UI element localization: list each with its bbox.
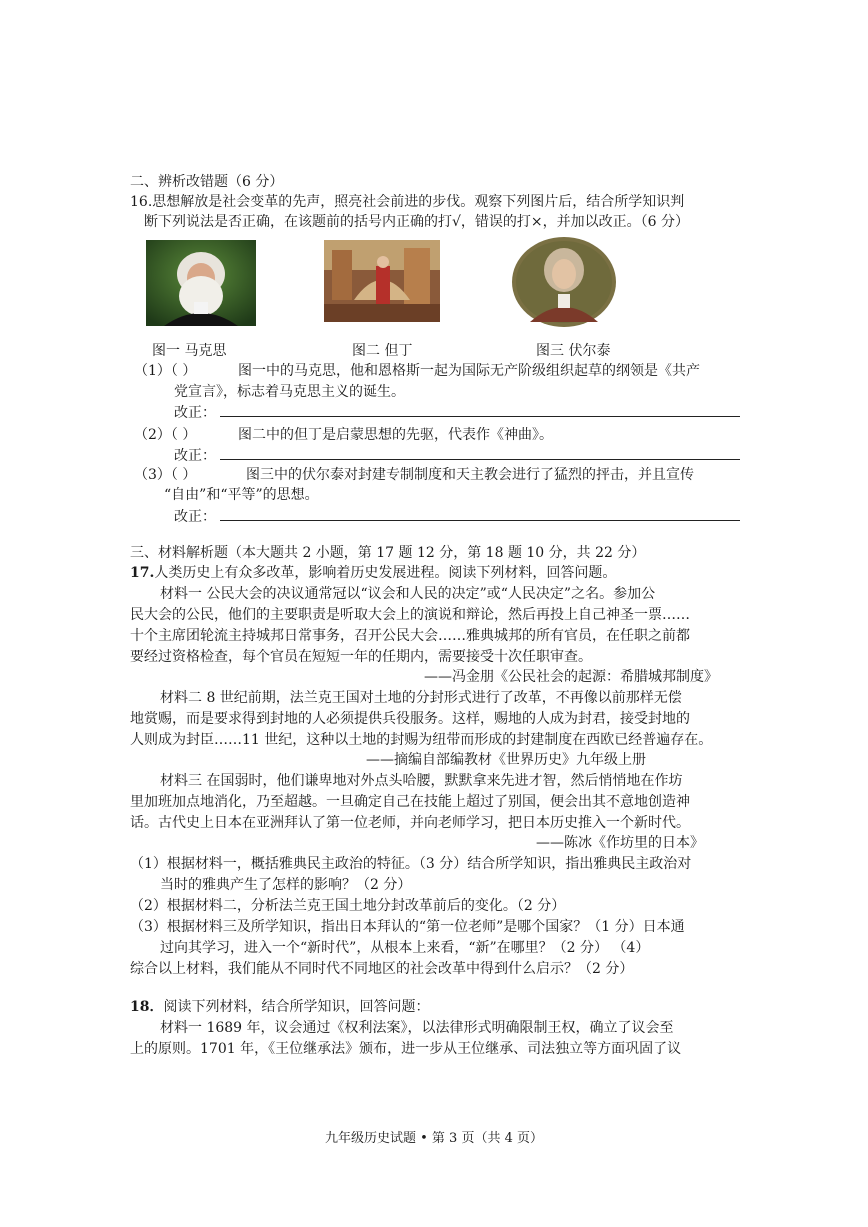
item2-correction-label: 改正：	[174, 448, 216, 464]
material1-line2: 民大会的公民，他们的主要职责是听取大会上的演说和辩论，然后再投上自己神圣一票……	[130, 607, 690, 623]
material3-source: ——陈冰《作坊里的日本》	[536, 835, 704, 851]
material3-line2: 里加班加点地消化，乃至超越。一旦确定自己在技能上超过了别国，便会出其不意地创造神	[130, 794, 690, 810]
caption-figure-2: 图二 但丁	[352, 343, 413, 359]
q17-question-line6: 综合以上材料，我们能从不同时代不同地区的社会改革中得到什么启示？（2 分）	[130, 961, 634, 977]
q18-material1-line2: 上的原则。1701 年，《王位继承法》颁布，进一步从王位继承、司法独立等方面巩固了议	[130, 1041, 682, 1057]
material3-line1: 材料三 在国弱时，他们谦卑地对外点头哈腰，默默拿来先进才智，然后悄悄地在作坊	[160, 773, 683, 789]
material1-source: ——冯金朋《公民社会的起源：希腊城邦制度》	[424, 669, 718, 685]
item1-text-line2: 党宣言》，标志着马克思主义的诞生。	[174, 384, 405, 400]
q18-heading	[130, 997, 429, 1017]
q17-question-line1: （1）根据材料一，概括雅典民主政治的特征。（3 分）结合所学知识，指出雅典民主政治对	[130, 856, 692, 872]
material2-line3: 人则成为封臣……11 世纪，这种以土地的封赐为纽带而形成的封建制度在西欧已经普遍存在。	[130, 732, 713, 748]
item3-number: （3）（ ）	[134, 467, 197, 483]
item3-correction-label: 改正：	[174, 509, 216, 525]
item2-number: （2）（ ）	[134, 427, 197, 443]
caption-figure-1: 图一 马克思	[152, 343, 227, 359]
item3-correction-line[interactable]	[220, 520, 740, 521]
q17-number: 17.	[130, 565, 155, 581]
q17-question-line2: 当时的雅典产生了怎样的影响？（2 分）	[160, 877, 412, 893]
marx-portrait-image	[146, 240, 256, 326]
voltaire-portrait-image	[510, 236, 618, 328]
section2-title: 二、辨析改错题（6 分）	[130, 174, 284, 190]
material1-line3: 十个主席团轮流主持城邦日常事务，召开公民大会……雅典城邦的所有官员，在任职之前都	[130, 628, 690, 644]
item1-number: （1）（ ）	[134, 363, 197, 379]
q16-line1: 16.思想解放是社会变革的先声，照亮社会前进的步伐。观察下列图片后，结合所学知识判	[130, 194, 685, 210]
material1-line4: 要经过资格检查，每个官员在短短一年的任期内，需要接受十次任职审查。	[130, 649, 592, 665]
material2-line2: 地赏赐，而是要求得到封地的人必须提供兵役服务。这样，赐地的人成为封君，接受封地的	[130, 711, 690, 727]
item3-text-line1: 图三中的伏尔泰对封建专制制度和天主教会进行了猛烈的抨击，并且宣传	[246, 467, 694, 483]
material3-line3: 话。古代史上日本在亚洲拜认了第一位老师，并向老师学习，把日本历史推入一个新时代。	[130, 815, 690, 831]
q17-heading	[130, 563, 616, 583]
material2-line1: 材料二 8 世纪前期，法兰克王国对土地的分封形式进行了改革，不再像以前那样无偿	[160, 690, 682, 706]
page-footer: 九年级历史试题 • 第 3 页（共 4 页）	[324, 1131, 543, 1146]
q17-question-line3: （2）根据材料二，分析法兰克王国土地分封改革前后的变化。（2 分）	[130, 898, 566, 914]
q17-text: 人类历史上有众多改革，影响着历史发展进程。阅读下列材料，回答问题。	[154, 565, 617, 581]
dante-painting-image	[324, 240, 440, 322]
item2-correction-line[interactable]	[220, 459, 740, 460]
item2-text-line1: 图二中的但丁是启蒙思想的先驱，代表作《神曲》。	[238, 427, 553, 443]
item1-correction-label: 改正：	[174, 405, 216, 421]
item1-correction-line[interactable]	[220, 416, 740, 417]
q18-text: 阅读下列材料，结合所学知识，回答问题：	[163, 999, 430, 1015]
material2-source: ——摘编自部编教材《世界历史》九年级上册	[366, 752, 646, 768]
q18-number: 18．	[130, 999, 164, 1015]
material1-line1: 材料一 公民大会的决议通常冠以“议会和人民的决定”或“人民决定”之名。参加公	[160, 586, 656, 602]
q18-material1-line1: 材料一 1689 年，议会通过《权利法案》，以法律形式明确限制王权，确立了议会至	[160, 1020, 674, 1036]
item3-text-line2: “自由”和“平等”的思想。	[164, 487, 319, 503]
q17-question-line4: （3）根据材料三及所学知识，指出日本拜认的“第一位老师”是哪个国家？（1 分）日本通	[130, 919, 685, 935]
caption-figure-3: 图三 伏尔泰	[536, 343, 611, 359]
item1-text-line1: 图一中的马克思，他和恩格斯一起为国际无产阶级组织起草的纲领是《共产	[238, 363, 700, 379]
q16-line2: 断下列说法是否正确，在该题前的括号内正确的打√，错误的打×，并加以改正。（6 分）	[144, 214, 690, 230]
q17-question-line5: 过向其学习，进入一个“新时代”，从根本上来看，“新”在哪里？（2 分） （4）	[160, 940, 650, 956]
section3-title: 三、材料解析题（本大题共 2 小题，第 17 题 12 分，第 18 题 10 分，共 22 分）	[130, 545, 646, 561]
